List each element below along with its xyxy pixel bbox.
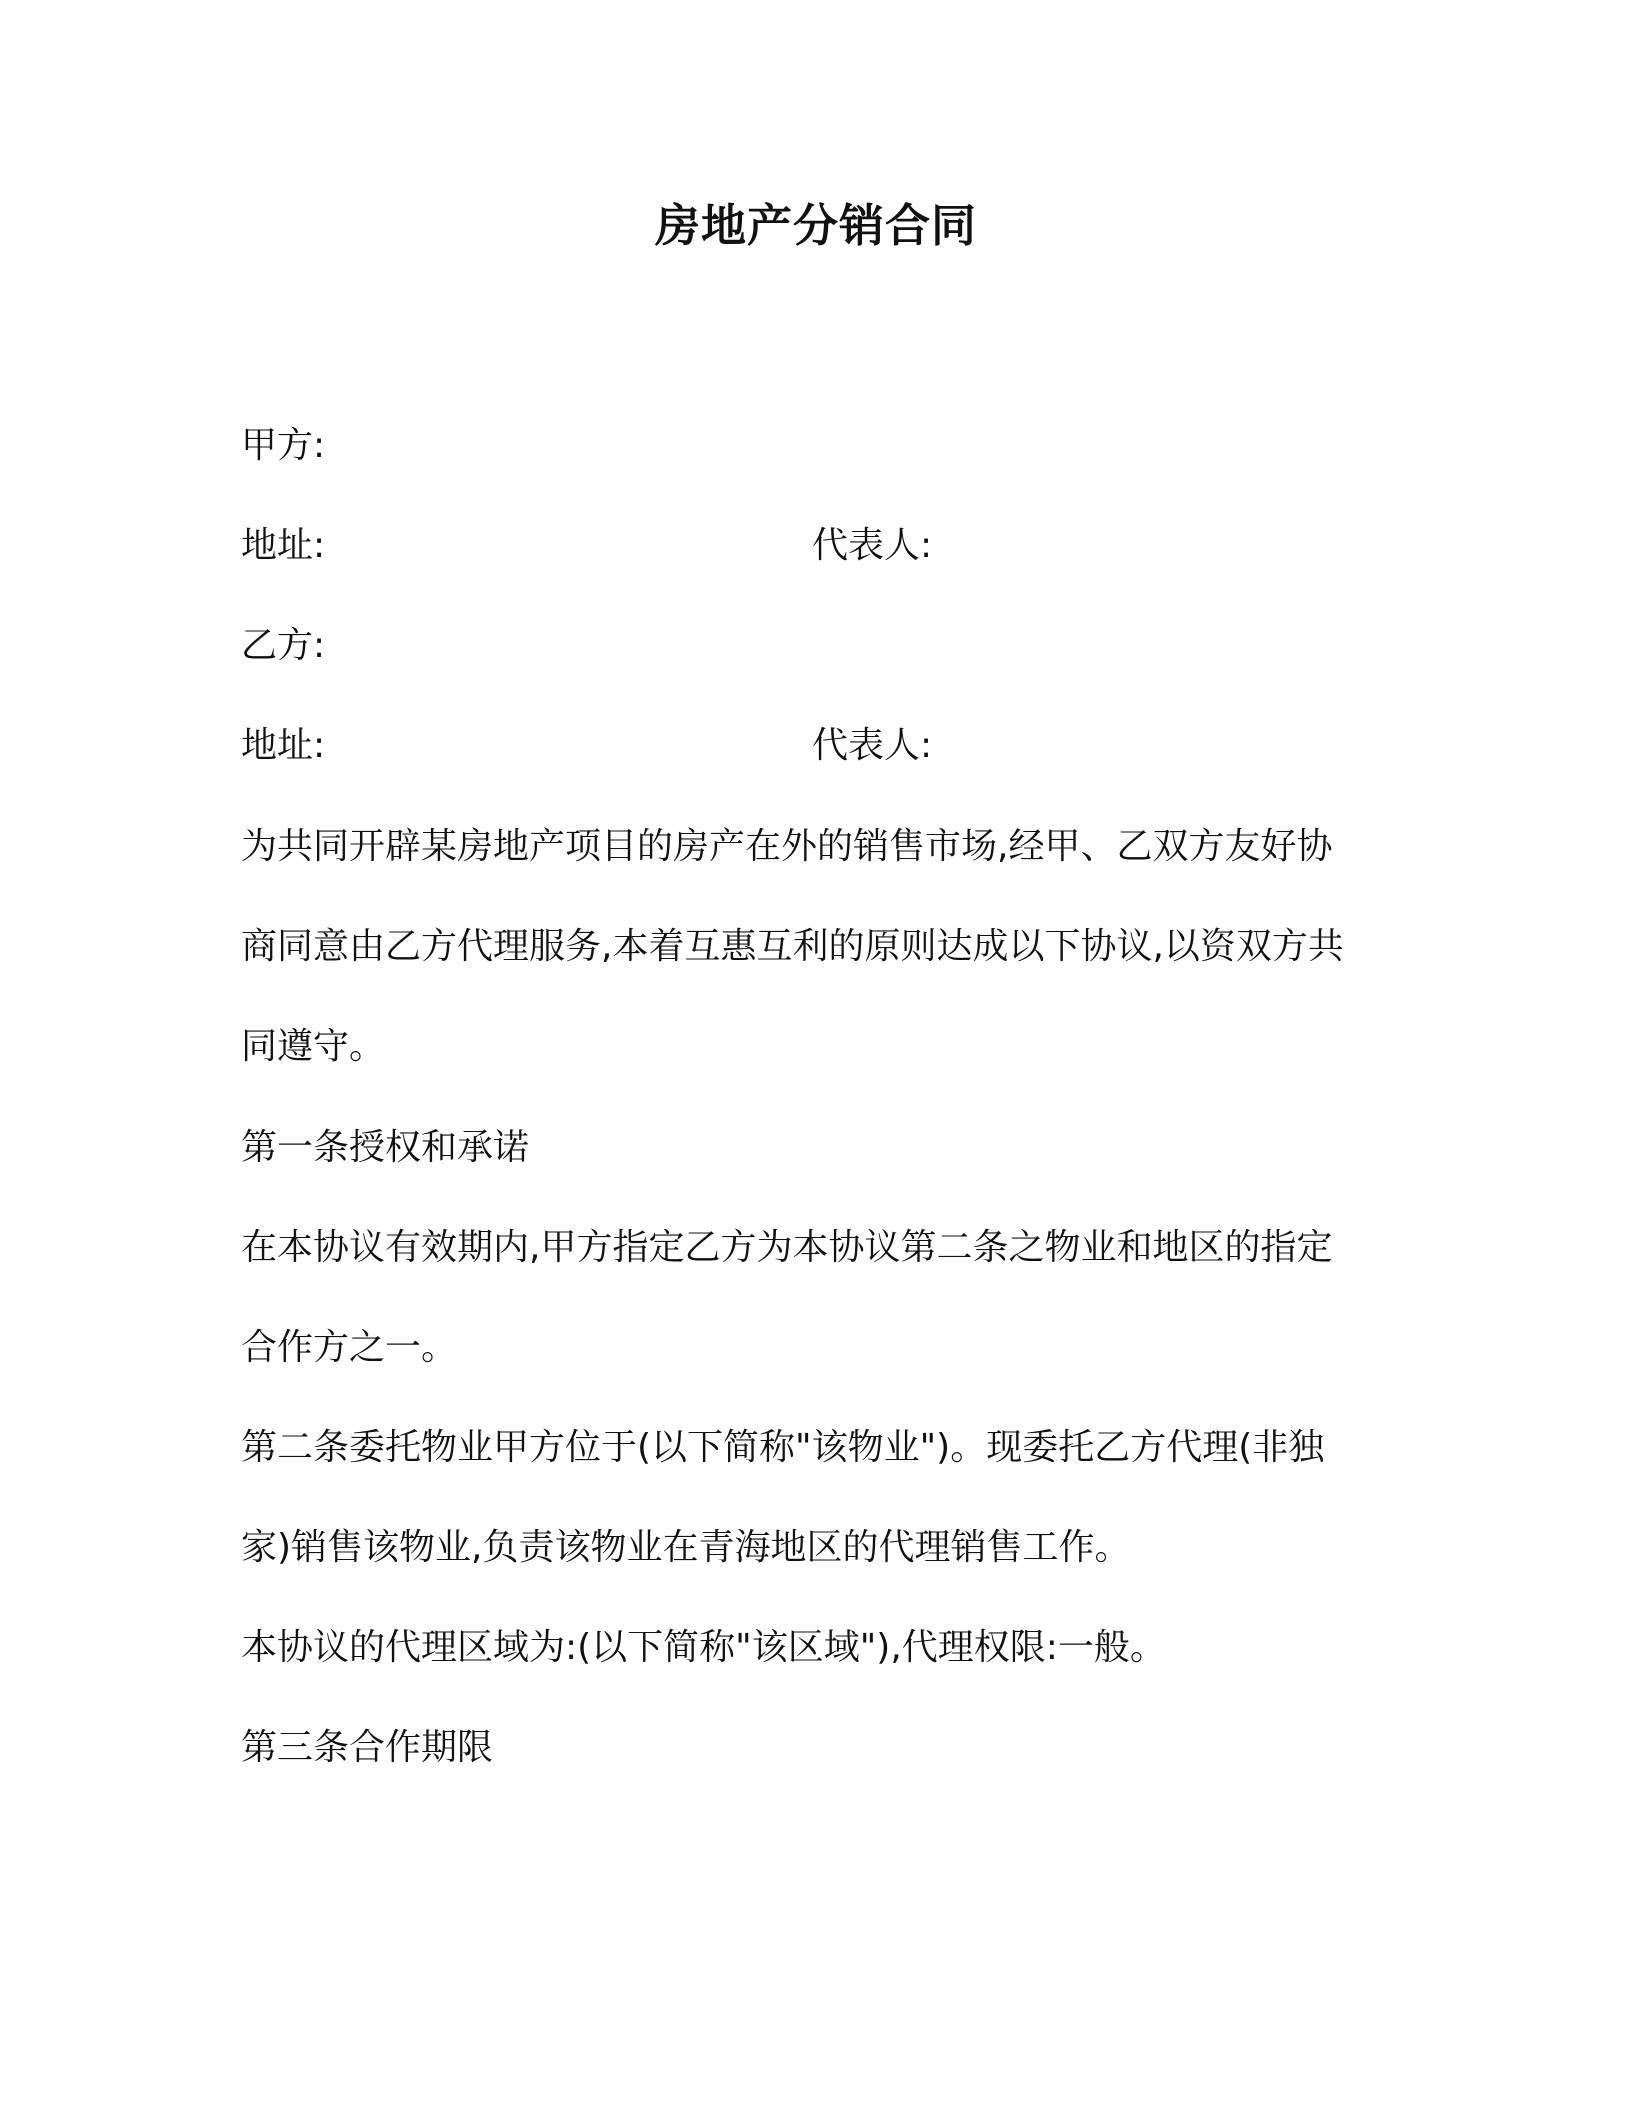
article-1-heading: 第一条授权和承诺 — [241, 1127, 530, 1168]
party-a-representative-label: 代表人: — [812, 525, 933, 566]
preamble-line-3: 同遵守。 — [241, 1026, 386, 1067]
party-b-label: 乙方: — [241, 625, 326, 666]
article-2-line-3: 本协议的代理区域为:(以下简称"该区域"),代理权限:一般。 — [241, 1627, 1166, 1668]
article-2-line-2: 家)销售该物业,负责该物业在青海地区的代理销售工作。 — [241, 1527, 1131, 1568]
preamble-line-2: 商同意由乙方代理服务,本着互惠互利的原则达成以下协议,以资双方共 — [241, 926, 1344, 967]
article-3-heading: 第三条合作期限 — [241, 1727, 494, 1768]
preamble-line-1: 为共同开辟某房地产项目的房产在外的销售市场,经甲、乙双方友好协 — [241, 826, 1333, 867]
party-a-address-label: 地址: — [241, 525, 326, 566]
party-b-representative-label: 代表人: — [812, 725, 933, 766]
article-1-line-1: 在本协议有效期内,甲方指定乙方为本协议第二条之物业和地区的指定 — [241, 1227, 1333, 1268]
article-2-line-1: 第二条委托物业甲方位于(以下简称"该物业")。现委托乙方代理(非独 — [241, 1427, 1325, 1468]
article-1-line-2: 合作方之一。 — [241, 1327, 458, 1368]
document-title: 房地产分销合同 — [654, 199, 977, 252]
party-a-label: 甲方: — [241, 425, 326, 466]
party-b-address-label: 地址: — [241, 725, 326, 766]
